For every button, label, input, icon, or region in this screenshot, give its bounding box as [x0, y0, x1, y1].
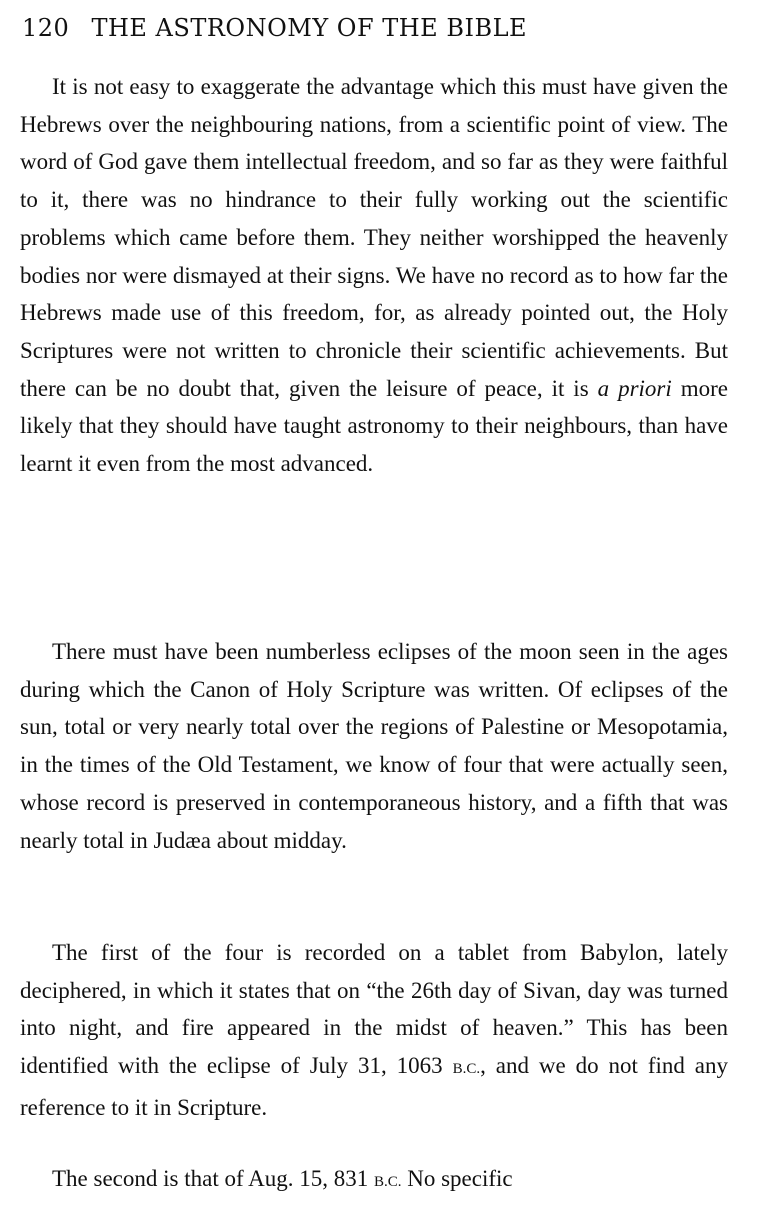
paragraph-1	[20, 68, 728, 483]
page-number: 120	[22, 14, 70, 42]
era-abbreviation: B.C.	[452, 1061, 481, 1078]
paragraph-4-text: The second is that of Aug. 15, 831	[52, 1166, 374, 1191]
running-header	[22, 12, 737, 44]
running-title: THE ASTRONOMY OF THE BIBLE	[91, 14, 528, 42]
era-abbreviation: B.C.	[373, 1174, 402, 1190]
paragraph-4-tail: No specific	[401, 1166, 513, 1191]
paragraph-3-tail: , and we do not find any reference to it in Scripture.	[20, 1053, 728, 1120]
paragraph-2: There must have been numberless eclipses of the moon seen in the ages during which the Canon of Holy Scripture was written. Of eclipses of the sun, total or very nearly total over the regions of Palestine or Mesopotamia, in the times of the Old Testament, we know of four that were actually seen, whose record is preserved in contemporaneous history, and a fifth that was nearly total in Judæa about midday.	[20, 639, 728, 853]
paragraph-4	[20, 1160, 728, 1202]
paragraph-3-text: The first of the four is recorded on a tablet from Babylon, lately deciphered, in which it states that on “the 26th day of Sivan, day was turned into night, and fire appeared in the midst of heaven.” This has been identified with the eclipse of July 31, 1063	[20, 940, 728, 1079]
paragraph-1-tail: more likely that they should have taught astronomy to their neighbours, than have learnt it even from the most advanced.	[20, 375, 729, 477]
paragraph-1-text: It is not easy to exaggerate the advantage which this must have given the Hebrews over the neighbouring nations, from a scientific point of view. The word of God gave them intellectual freedom, and so far as they were faithful to it, there was no hindrance to their fully working out the scientific problems which came before them. They neither worshipped the heavenly bodies nor were dismayed at their signs. We have no record as to how far the Hebrews made use of this freedom, for, as already pointed out, the Holy Scriptures were not written to chronicle their scientific achievements. But there can be no doubt that, given the leisure of peace, it is	[20, 74, 728, 401]
paragraph-3	[20, 934, 728, 1127]
italic-phrase: a priori	[597, 375, 672, 401]
